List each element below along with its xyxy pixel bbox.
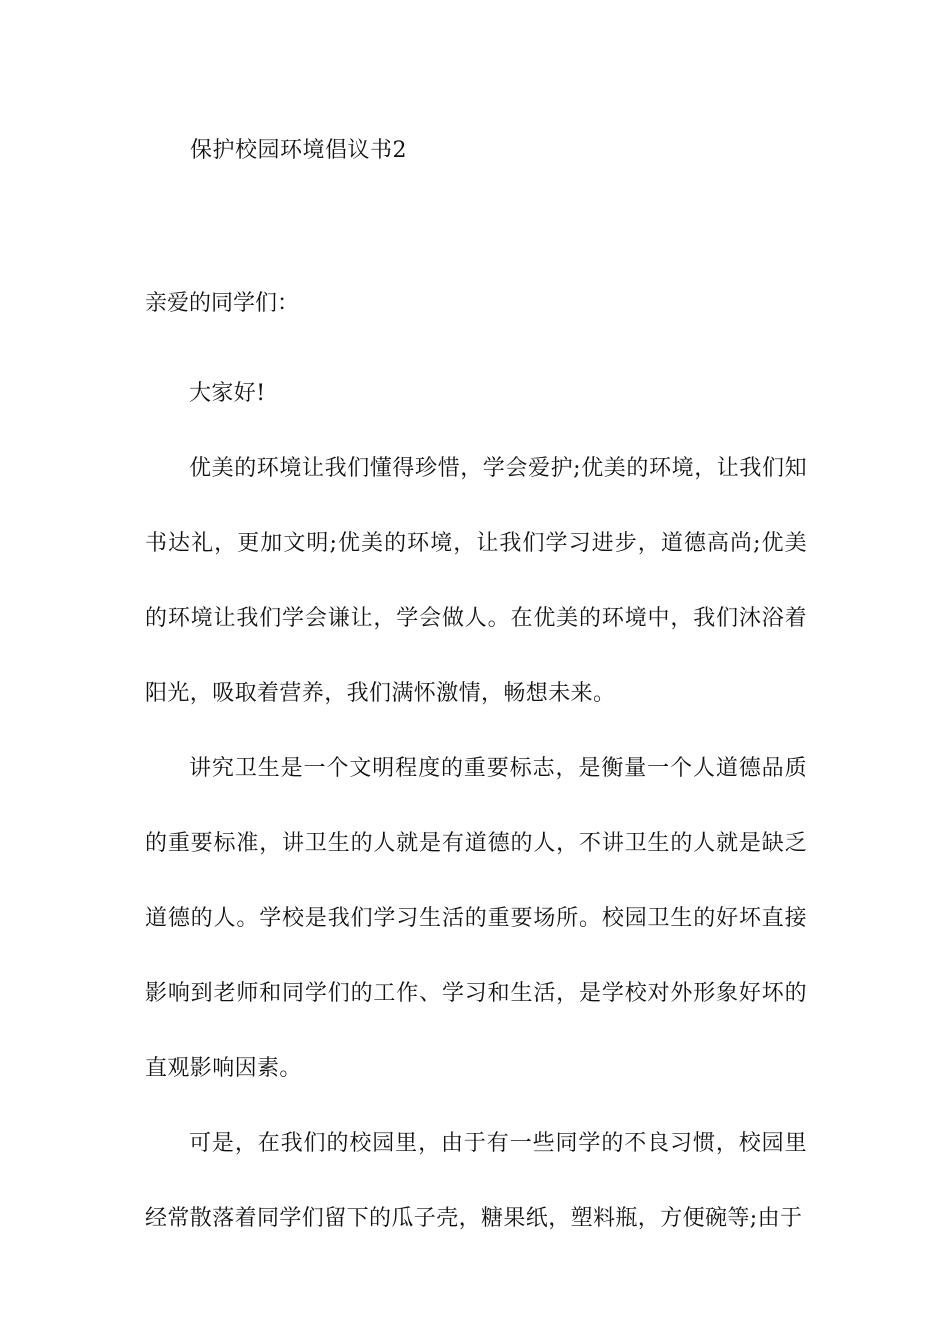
paragraph-hygiene: 讲究卫生是一个文明程度的重要标志，是衡量一个人道德品质的重要标准，讲卫生的人就是有道德的人，不讲卫生的人就是缺乏道德的人。学校是我们学习生活的重要场所。校园卫生的好坏直接影响到老师和同学们的工作、学习和生活，是学校对外形象好坏的直观影响因素。 xyxy=(145,756,807,1081)
paragraph-greeting: 大家好! xyxy=(189,381,266,406)
paragraph-problems: 可是，在我们的校园里，由于有一些同学的不良习惯，校园里经常散落着同学们留下的瓜子壳，糖果纸，塑料瓶，方便碗等;由于 xyxy=(145,1131,807,1231)
salutation: 亲爱的同学们： xyxy=(145,291,300,316)
paragraph-environment: 优美的环境让我们懂得珍惜，学会爱护;优美的环境，让我们知书达礼，更加文明;优美的环境，让我们学习进步，道德高尚;优美的环境让我们学会谦让，学会做人。在优美的环境中，我们沐浴着阳光，吸取着营养，我们满怀激情，畅想未来。 xyxy=(145,456,807,706)
document-body xyxy=(145,356,807,1256)
document-title: 保护校园环境倡议书2 xyxy=(190,138,407,163)
